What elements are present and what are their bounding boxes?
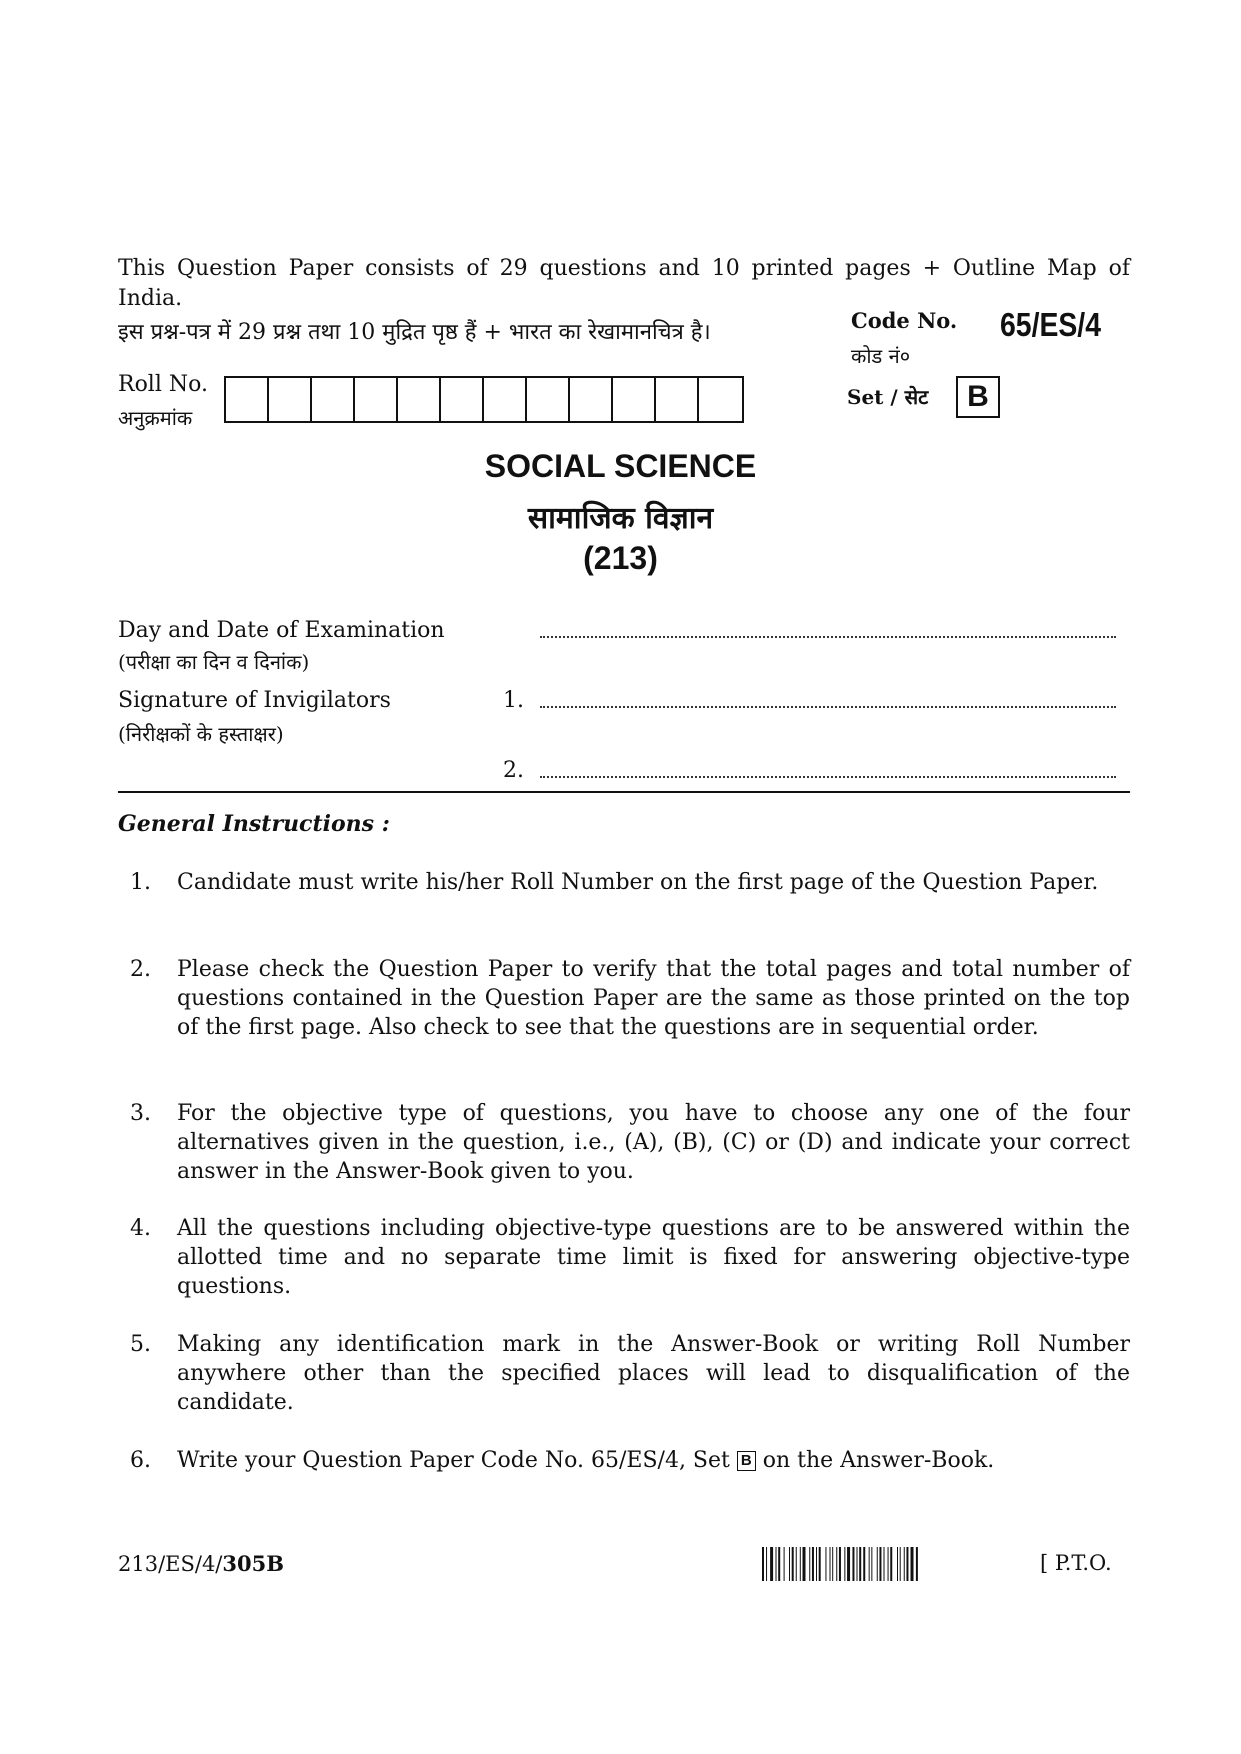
instruction-item: [118, 955, 1130, 1042]
invigilator-1-number: 1.: [503, 688, 524, 713]
exam-date-dotted-line: [540, 636, 1116, 638]
barcode-bar: [812, 1547, 814, 1581]
invigilator-signature-label-hindi: (निरीक्षकों के हस्ताक्षर): [118, 722, 284, 746]
roll-number-box: [699, 378, 742, 421]
instruction-text-before: Write your Question Paper Code No. 65/ES/4, Set: [177, 1448, 730, 1473]
instruction-item: [118, 1446, 1130, 1475]
barcode-bar: [770, 1547, 773, 1581]
invigilator-2-dotted-line: [540, 776, 1116, 778]
barcode-bar: [792, 1547, 794, 1581]
roll-number-label: Roll No.: [118, 372, 208, 397]
barcode-bar: [839, 1547, 841, 1581]
barcode-bar: [796, 1547, 797, 1581]
instruction-text: All the questions including objective-type questions are to be answered within the allotted time and no separate time limit is fixed for answering objective-type questions.: [177, 1216, 1130, 1299]
instruction-number: 2.: [130, 957, 151, 982]
please-turn-over: [ P.T.O.: [1040, 1551, 1112, 1575]
barcode-bar: [844, 1547, 845, 1581]
instruction-item: [118, 1330, 1130, 1417]
roll-number-box: [613, 378, 656, 421]
barcode-bar: [871, 1547, 872, 1581]
barcode-bar: [877, 1547, 878, 1581]
invigilator-1-dotted-line: [540, 706, 1116, 708]
barcode-bar: [819, 1547, 821, 1581]
barcode-bar: [784, 1547, 785, 1581]
barcode-bar: [832, 1547, 833, 1581]
barcode-bar: [830, 1547, 831, 1581]
instruction-text: [177, 1446, 1130, 1475]
subject-title-english: SOCIAL SCIENCE: [484, 448, 757, 484]
set-value-box: B: [956, 376, 1000, 418]
invigilator-2-number: 2.: [503, 758, 524, 783]
roll-number-box: [441, 378, 484, 421]
barcode-bar: [836, 1547, 837, 1581]
barcode-image: [762, 1547, 1020, 1581]
instruction-number: 1.: [130, 870, 151, 895]
barcode-bar: [900, 1547, 901, 1581]
barcode-bar: [803, 1547, 806, 1581]
barcode-bar: [906, 1547, 908, 1581]
code-label-hindi: कोड नं०: [851, 344, 911, 368]
barcode-bar: [888, 1547, 889, 1581]
roll-number-box: [570, 378, 613, 421]
instruction-item: [118, 1099, 1130, 1186]
roll-number-box: [656, 378, 699, 421]
section-divider: [118, 791, 1130, 793]
roll-number-box: [226, 378, 269, 421]
barcode-bar: [852, 1547, 854, 1581]
barcode-bar: [762, 1547, 764, 1581]
barcode-bar: [863, 1547, 865, 1581]
barcode-bar: [809, 1547, 810, 1581]
barcode-bar: [857, 1547, 858, 1581]
barcode-bar: [776, 1547, 777, 1581]
set-label: Set / सेट: [847, 385, 929, 409]
barcode-bar: [904, 1547, 905, 1581]
barcode-bar: [800, 1547, 801, 1581]
instruction-number: 4.: [130, 1216, 151, 1241]
exam-date-label: Day and Date of Examination: [118, 618, 445, 643]
barcode-bar: [916, 1547, 918, 1581]
barcode-bar: [890, 1547, 892, 1581]
roll-number-label-hindi: अनुक्रमांक: [118, 406, 193, 430]
roll-number-boxes: [224, 376, 744, 423]
instruction-text: For the objective type of questions, you have to choose any one of the four alternatives given in the question, i.e., (A), (B), (C) or (D) and indicate your correct answer in the Answer-Book given to you.: [177, 1101, 1130, 1184]
barcode-bar: [778, 1547, 780, 1581]
paper-consists-english: This Question Paper consists of 29 questions and 10 printed pages + Outline Map of India.: [118, 256, 1130, 311]
barcode-bar: [869, 1547, 870, 1581]
general-instructions-heading: General Instructions :: [118, 811, 390, 837]
instruction-item: [118, 1214, 1130, 1301]
instruction-item: [118, 868, 1130, 897]
roll-number-box: [484, 378, 527, 421]
barcode-bar: [884, 1547, 885, 1581]
barcode-bar: [897, 1547, 898, 1581]
barcode-bar: [859, 1547, 861, 1581]
roll-number-box: [312, 378, 355, 421]
instruction-text: Candidate must write his/her Roll Number on the first page of the Question Paper.: [177, 870, 1099, 895]
roll-number-box: [527, 378, 570, 421]
instruction-number: 5.: [130, 1332, 151, 1357]
barcode-bar: [847, 1547, 850, 1581]
barcode-bar: [879, 1547, 881, 1581]
roll-number-box: [398, 378, 441, 421]
footer-code-prefix: 213/ES/4/: [118, 1552, 223, 1576]
set-value-inline-box: B: [737, 1451, 756, 1471]
instruction-text-after: on the Answer-Book.: [762, 1448, 995, 1473]
barcode-bar: [816, 1547, 817, 1581]
instruction-text: Making any identification mark in the Answer-Book or writing Roll Number anywhere other than the specified places will lead to disqualification of the candidate.: [177, 1332, 1130, 1415]
code-value: 65/ES/4: [1000, 306, 1101, 343]
instruction-text: Please check the Question Paper to verify that the total pages and total number of questions contained in the Question Paper are the same as those printed on the top of the first page. Also check to see that the questions are in sequential order.: [177, 957, 1130, 1040]
barcode-bar: [789, 1547, 790, 1581]
barcode-bar: [911, 1547, 914, 1581]
subject-title-hindi: सामाजिक विज्ञान: [527, 501, 714, 536]
subject-code: (213): [583, 540, 658, 576]
paper-consists-hindi: इस प्रश्न-पत्र में 29 प्रश्न तथा 10 मुद्रित पृष्ठ हैं + भारत का रेखामानचित्र है।: [118, 320, 711, 345]
roll-number-box: [355, 378, 398, 421]
barcode-bar: [766, 1547, 767, 1581]
exam-date-label-hindi: (परीक्षा का दिन व दिनांक): [118, 650, 310, 674]
footer-code-suffix: 305B: [222, 1551, 284, 1576]
instruction-number: 3.: [130, 1101, 151, 1126]
footer-paper-code: [118, 1551, 284, 1576]
code-label: Code No.: [851, 308, 958, 333]
barcode-bar: [825, 1547, 826, 1581]
roll-number-box: [269, 378, 312, 421]
invigilator-signature-label: Signature of Invigilators: [118, 688, 391, 713]
instruction-number: 6.: [130, 1448, 151, 1473]
